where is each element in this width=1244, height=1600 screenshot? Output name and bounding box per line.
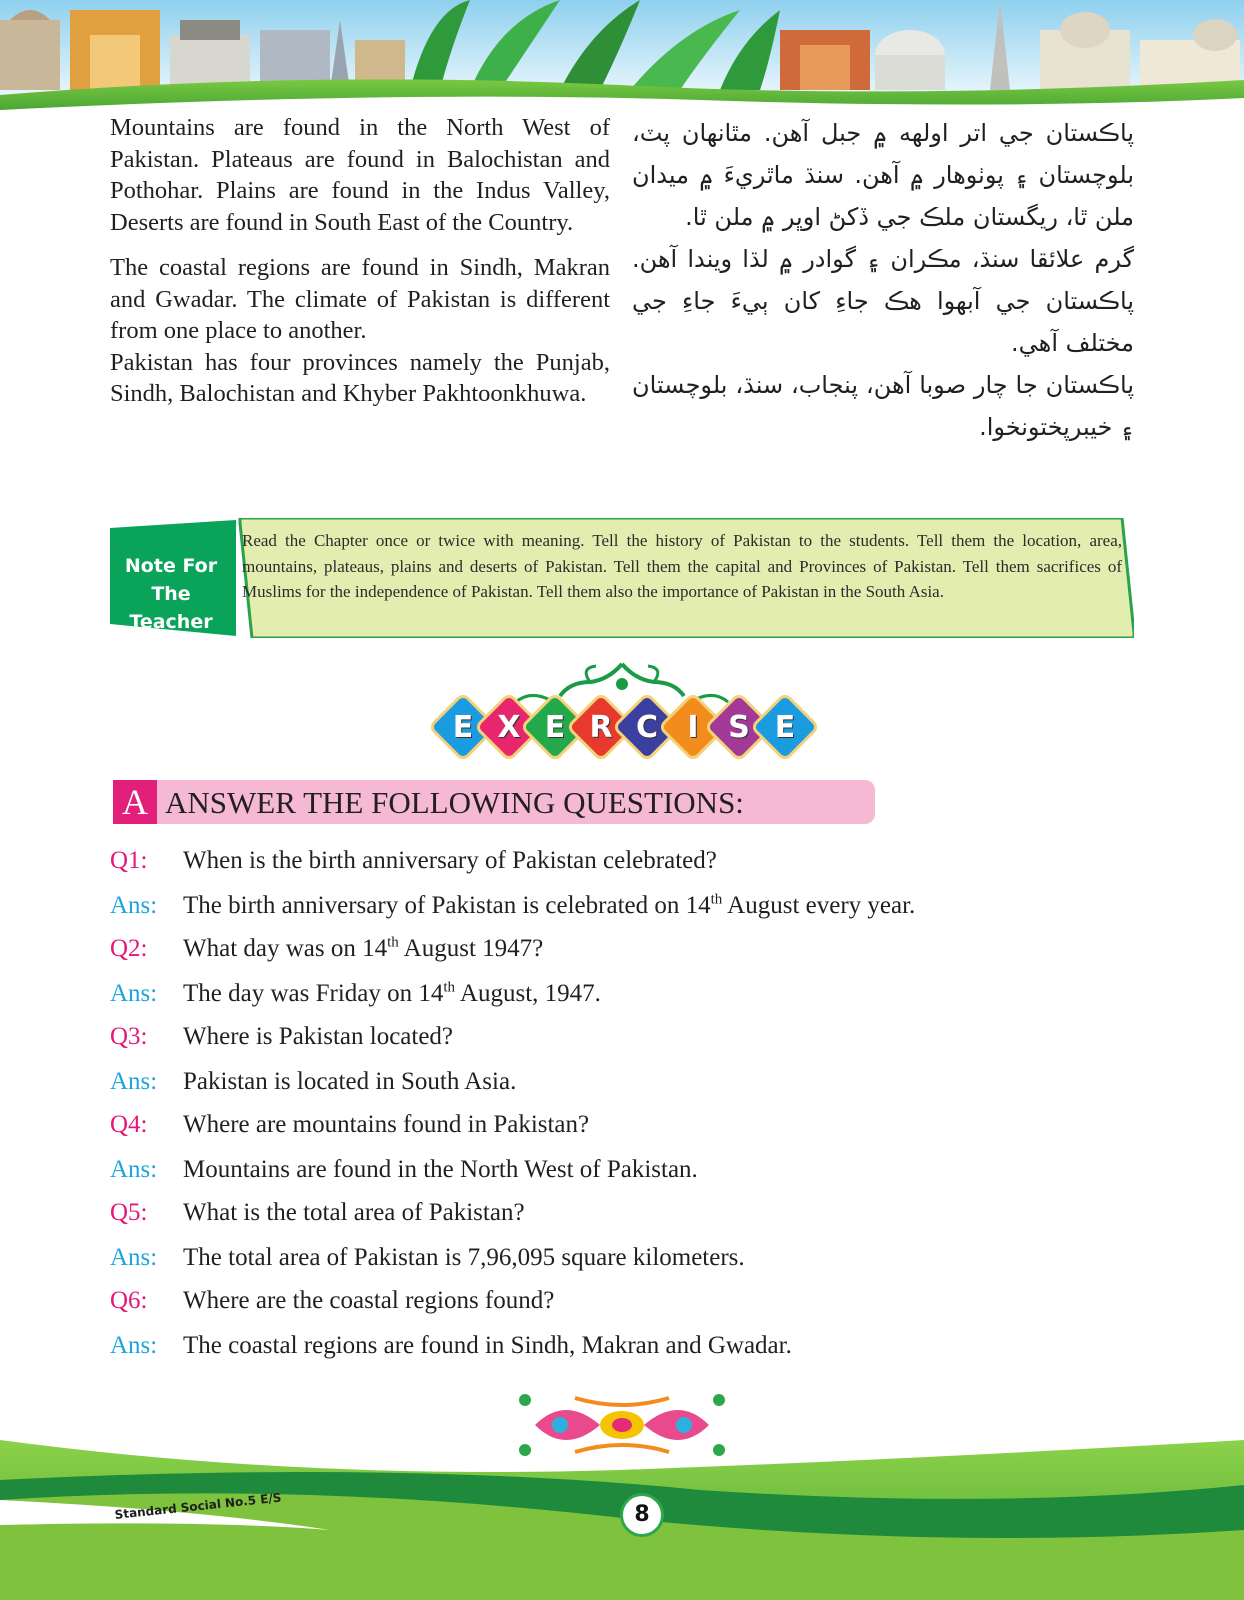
ordinal-suffix: th — [443, 979, 456, 996]
answer-row — [110, 1323, 1150, 1366]
question-row — [110, 1190, 1150, 1235]
english-paragraph-coast-climate: The coastal regions are found in Sindh, Makran and Gwadar. The climate of Pakistan is different from one place to another. — [110, 254, 610, 344]
question-label: Q6: — [110, 1287, 148, 1314]
teacher-note-label-line2: The Teacher — [129, 583, 213, 633]
answer-row — [110, 971, 1150, 1014]
question-label: Q1: — [110, 847, 148, 874]
answer-text: The birth anniversary of Pakistan is celebrated on 14th August every year. — [183, 891, 916, 919]
ordinal-suffix: th — [387, 934, 399, 951]
english-paragraph-provinces: Pakistan has four provinces namely the Punjab, Sindh, Balochistan and Khyber Pakhtoonkhuwa. — [110, 348, 610, 407]
question-text: Where are the coastal regions found? — [183, 1287, 555, 1314]
question-text: Where is Pakistan located? — [183, 1023, 454, 1050]
answer-row — [110, 1147, 1150, 1190]
teacher-note-text: Read the Chapter once or twice with meaning. Tell the history of Pakistan to the students. Tell them the location, area, mountains, plateaus, plains and deserts of Pakistan. Tell them the capital and Provinces of Pakistan. Tell them sacrifices of Muslims for the independence of Pakistan. Tell them also the importance of Pakistan in the South Asia. — [242, 531, 1122, 601]
book-title: Standard Social No.5 E/S — [114, 1490, 283, 1522]
question-answer-list — [110, 838, 1150, 1366]
exercise-flourish — [420, 660, 824, 710]
exercise-letter: E — [452, 709, 474, 745]
ordinal-suffix: th — [710, 891, 723, 908]
sindhi-column — [632, 112, 1134, 448]
question-row — [110, 838, 1150, 883]
answer-row — [110, 883, 1150, 926]
english-paragraph-landforms: Mountains are found in the North West of Pakistan. Plateaus are found in Balochistan and Pothohar. Plains are found in the Indus Valley, Deserts are found in South East of the Country. — [110, 114, 610, 236]
english-column — [110, 112, 610, 410]
question-label: Q4: — [110, 1111, 148, 1138]
exercise-letter: X — [497, 709, 521, 745]
teacher-note-label-line1: Note For — [124, 555, 218, 577]
question-row — [110, 1102, 1150, 1147]
answer-label: Ans: — [110, 1244, 158, 1271]
question-label: Q2: — [110, 935, 148, 962]
question-row — [110, 1278, 1150, 1323]
teacher-note-box — [110, 518, 1134, 638]
exercise-letter: S — [728, 709, 750, 745]
answer-row — [110, 1059, 1150, 1102]
sindhi-paragraph-provinces: پاڪستان جا چار صوبا آهن، پنجاب، سنڌ، بلوچستان ۽ خيبرپختونخوا. — [632, 371, 1134, 441]
question-text: What day was on 14th August 1947? — [183, 934, 544, 962]
answer-label: Ans: — [110, 980, 158, 1007]
answer-label: Ans: — [110, 1156, 158, 1183]
answer-text: Pakistan is located in South Asia. — [183, 1068, 517, 1095]
exercise-letter: E — [544, 709, 566, 745]
question-label: Q5: — [110, 1199, 148, 1226]
question-label: Q3: — [110, 1023, 148, 1050]
question-row — [110, 1014, 1150, 1059]
header-banner — [0, 0, 1244, 120]
exercise-letter: I — [687, 709, 699, 745]
answer-text: The coastal regions are found in Sindh, Makran and Gwadar. — [183, 1332, 792, 1359]
question-row — [110, 926, 1150, 971]
section-a-title: ANSWER THE FOLLOWING QUESTIONS: — [165, 785, 744, 820]
section-a-letter: A — [113, 780, 157, 824]
sindhi-paragraph-coast-climate: گرم علائقا سنڌ، مڪران ۽ گوادر ۾ لڌا ويندا آهن. پاڪستان جي آبهوا هڪ جاءِ کان ٻيءَ جاءِ جي مختلف آهي. — [632, 245, 1134, 357]
question-text: What is the total area of Pakistan? — [183, 1199, 525, 1226]
question-text: Where are mountains found in Pakistan? — [183, 1111, 590, 1138]
exercise-letter: R — [589, 709, 613, 745]
sindhi-paragraph-landforms: پاڪستان جي اتر اولهه ۾ جبل آهن. مٿانهان پٽ، بلوچستان ۽ پوٺوهار ۾ آهن. سنڌ ماٿريءَ ۾ ميدان ملن ٿا، ريگستان ملڪ جي ڏکڻ اوڀر ۾ ملن ٿا. — [632, 119, 1134, 231]
answer-text: The total area of Pakistan is 7,96,095 square kilometers. — [183, 1244, 745, 1271]
answer-label: Ans: — [110, 1332, 158, 1359]
header-banner-illustration — [0, 0, 1244, 120]
page-number: 8 — [620, 1493, 664, 1537]
section-a-header — [113, 780, 873, 824]
exercise-letter: E — [774, 709, 796, 745]
question-text: When is the birth anniversary of Pakistan celebrated? — [183, 847, 717, 874]
answer-text: The day was Friday on 14th August, 1947. — [183, 979, 601, 1007]
teacher-note-label — [110, 552, 232, 636]
answer-text: Mountains are found in the North West of Pakistan. — [183, 1156, 698, 1183]
answer-label: Ans: — [110, 892, 158, 919]
exercise-badge — [420, 660, 824, 760]
exercise-letter: C — [635, 709, 659, 745]
answer-row — [110, 1235, 1150, 1278]
answer-label: Ans: — [110, 1068, 158, 1095]
